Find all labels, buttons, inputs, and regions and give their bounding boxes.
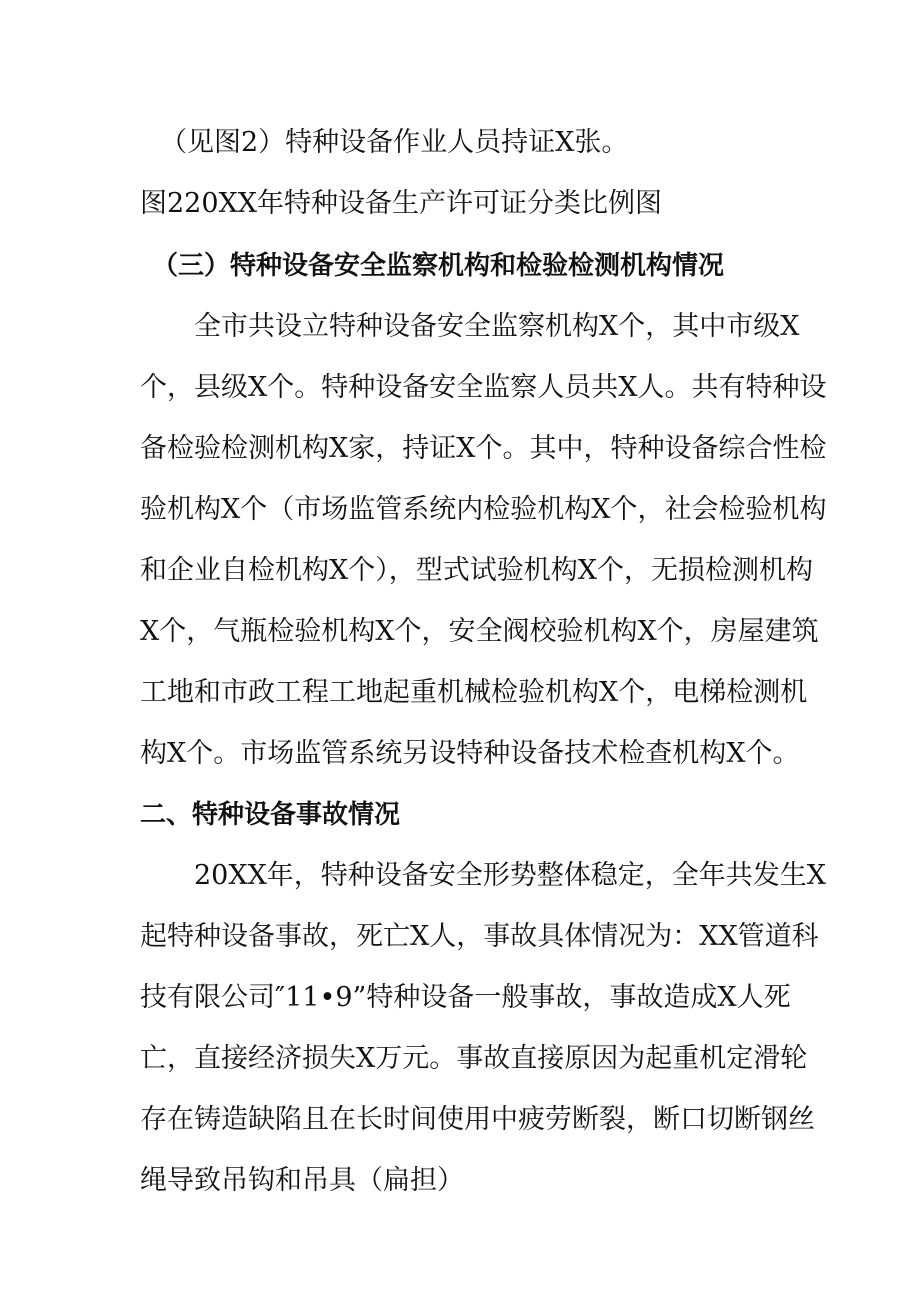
paragraph-line: 全市共设立特种设备安全监察机构X个，其中市级X [194, 311, 800, 342]
paragraph-line: 20XX年，特种设备安全形势整体稳定，全年共发生X [194, 860, 827, 891]
section-heading-supervision-institutions: （三）特种设备安全监察机构和检验检测机构情况 [152, 251, 725, 281]
paragraph-line: 存在铸造缺陷且在长时间使用中疲劳断裂，断口切断钢丝 [140, 1104, 815, 1135]
paragraph-line: 和企业自检机构X个），型式试验机构X个，无损检测机构 [140, 555, 813, 586]
paragraph-line: X个，气瓶检验机构X个，安全阀校验机构X个，房屋建筑 [140, 616, 819, 647]
paragraph-line: 亡，直接经济损失X万元。事故直接原因为起重机定滑轮 [140, 1043, 808, 1074]
paragraph-line: 构X个。市场监管系统另设特种设备技术检查机构X个。 [140, 738, 800, 769]
paragraph-line: 绳导致吊钩和吊具（扁担） [140, 1165, 464, 1196]
paragraph-line: 验机构X个（市场监管系统内检验机构X个，社会检验机构 [140, 494, 827, 525]
paragraph-line: 技有限公司″11•9”特种设备一般事故，事故造成X人死 [140, 982, 791, 1013]
paragraph-line: 个，县级X个。特种设备安全监察人员共X人。共有特种设 [140, 372, 827, 403]
section-heading-accidents: 二、特种设备事故情况 [140, 800, 401, 830]
paragraph-line: 工地和市政工程工地起重机械检验机构X个，电梯检测机 [140, 677, 808, 708]
paragraph-continuation-line: （见图2）特种设备作业人员持证X张。 [160, 127, 629, 158]
paragraph-line: 备检验检测机构X家，持证X个。其中，特种设备综合性检 [140, 433, 827, 464]
figure-caption: 图220XX年特种设备生产许可证分类比例图 [140, 188, 662, 219]
paragraph-line: 起特种设备事故，死亡X人，事故具体情况为：XX管道科 [140, 921, 819, 952]
